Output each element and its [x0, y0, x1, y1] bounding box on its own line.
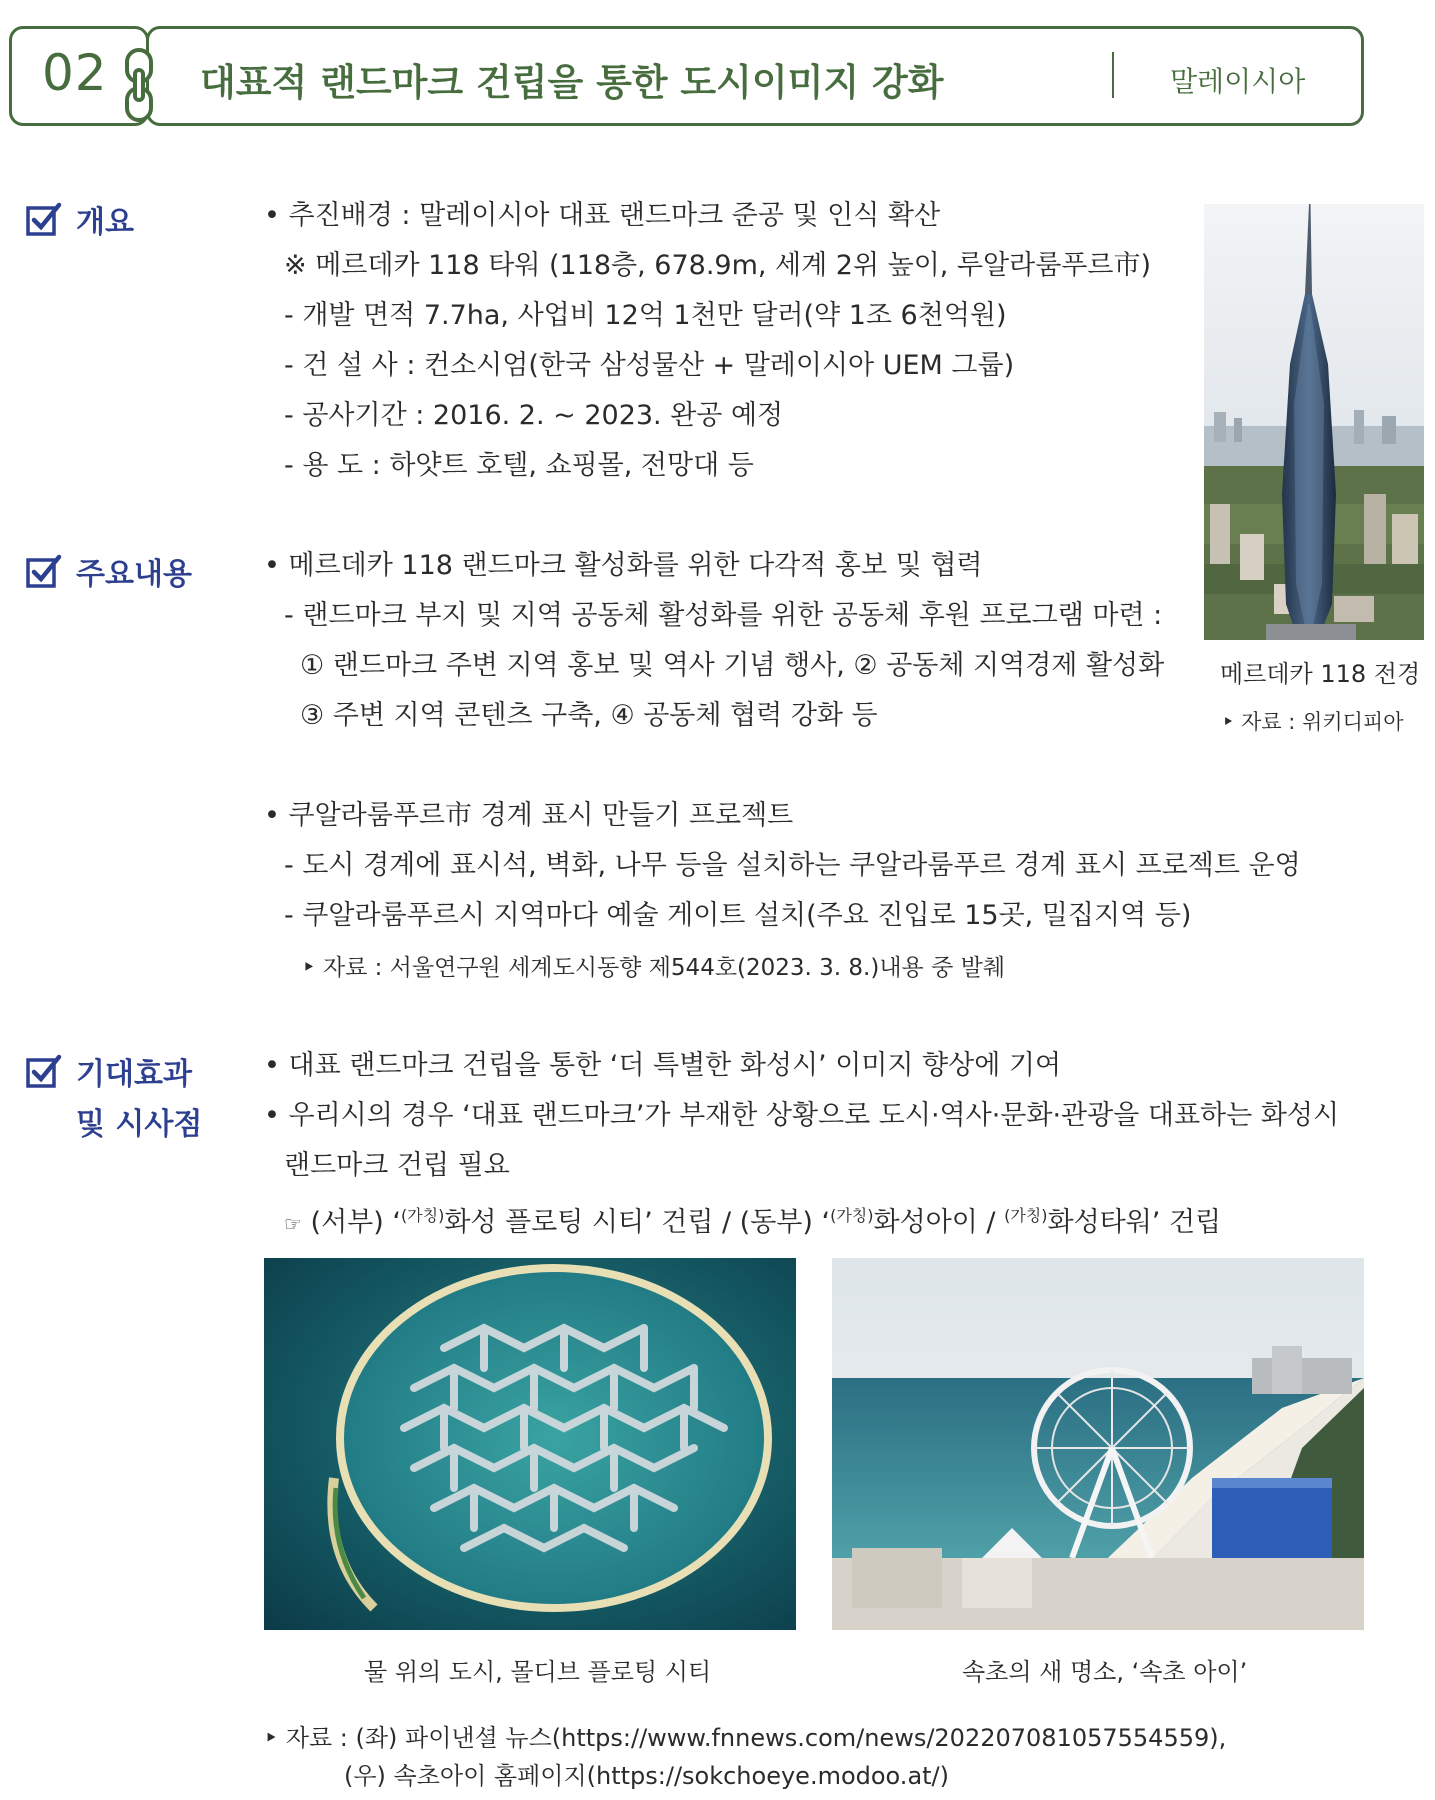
- effect-plan-line: ☞ (서부) ‘$^{(가칭)}$화성 플로팅 시티’ 건립 / (동부) ‘$^{(가칭)}$화성아이 / $^{(가칭)}$화성타워’ 건립: [284, 1206, 1222, 1238]
- pointing-hand-icon: ☞: [284, 1212, 302, 1236]
- image-source-line-1: ‣ 자료 : (좌) 파이낸셜 뉴스(https://www.fnnews.com/news/202207081057554559),: [264, 1724, 1227, 1752]
- country-label: 말레이시아: [1170, 65, 1306, 98]
- overview-line: - 공사기간 : 2016. 2. ~ 2023. 완공 예정: [284, 400, 784, 431]
- overview-line: - 용 도 : 하얏트 호텔, 쇼핑몰, 전망대 등: [284, 450, 754, 481]
- kl-line: - 쿠알라룸푸르시 지역마다 예술 게이트 설치(주요 진입로 15곳, 밀집지역 등): [284, 900, 1192, 931]
- section-label-overview: 개요: [76, 205, 134, 240]
- section-label-effect-2: 및 시사점: [76, 1107, 203, 1142]
- section-number: 02: [42, 44, 108, 102]
- kl-line: - 도시 경계에 표시석, 벽화, 나무 등을 설치하는 쿠알라룸푸르 경계 표시 프로젝트 운영: [284, 850, 1301, 881]
- floating-city-caption: 물 위의 도시, 몰디브 플로팅 시티: [364, 1658, 712, 1686]
- overview-line: - 건 설 사 : 컨소시엄(한국 삼성물산 + 말레이시아 UEM 그룹): [284, 350, 1015, 381]
- effect-line: 랜드마크 건립 필요: [284, 1150, 510, 1181]
- main-line: • 메르데카 118 랜드마크 활성화를 위한 다각적 홍보 및 협력: [264, 550, 983, 581]
- main-line: ① 랜드마크 주변 지역 홍보 및 역사 기념 행사, ② 공동체 지역경제 활성화: [300, 650, 1165, 681]
- overview-line: ※ 메르데카 118 타워 (118층, 678.9m, 세계 2위 높이, 루알라룸푸르市): [284, 250, 1151, 281]
- chain-link-icon: [120, 46, 158, 124]
- effect-line: • 대표 랜드마크 건립을 통한 ‘더 특별한 화성시’ 이미지 향상에 기여: [264, 1050, 1062, 1081]
- checkbox-icon: [26, 202, 62, 238]
- tower-photo-caption: 메르데카 118 전경: [1220, 660, 1421, 688]
- kl-line: • 쿠알라룸푸르市 경계 표시 만들기 프로젝트: [264, 800, 794, 831]
- effect-line: • 우리시의 경우 ‘대표 랜드마크’가 부재한 상황으로 도시·역사·문화·관광을 대표하는 화성시: [264, 1100, 1340, 1131]
- main-line: - 랜드마크 부지 및 지역 공동체 활성화를 위한 공동체 후원 프로그램 마련 :: [284, 600, 1163, 631]
- sokcho-eye-caption: 속초의 새 명소, ‘속초 아이’: [962, 1658, 1248, 1686]
- section-label-main: 주요내용: [76, 557, 192, 592]
- tower-photo-source: ‣ 자료 : 위키디피아: [1222, 710, 1404, 734]
- merdeka-118-photo: [1204, 204, 1424, 640]
- checkbox-icon: [26, 554, 62, 590]
- section-label-effect-1: 기대효과: [76, 1057, 192, 1092]
- header-divider: [1112, 52, 1114, 98]
- page-title: 대표적 랜드마크 건립을 통한 도시이미지 강화: [200, 61, 944, 104]
- kl-source: ‣ 자료 : 서울연구원 세계도시동향 제544호(2023. 3. 8.)내용 중 발췌: [302, 955, 1006, 981]
- floating-city-photo: [264, 1258, 796, 1630]
- checkbox-icon: [26, 1054, 62, 1090]
- image-source-line-2: (우) 속초아이 홈페이지(https://sokchoeye.modoo.at/): [344, 1762, 950, 1790]
- main-line: ③ 주변 지역 콘텐츠 구축, ④ 공동체 협력 강화 등: [300, 700, 878, 731]
- sokcho-eye-photo: [832, 1258, 1364, 1630]
- overview-line: • 추진배경 : 말레이시아 대표 랜드마크 준공 및 인식 확산: [264, 200, 941, 231]
- overview-line: - 개발 면적 7.7ha, 사업비 12억 1천만 달러(약 1조 6천억원): [284, 300, 1007, 331]
